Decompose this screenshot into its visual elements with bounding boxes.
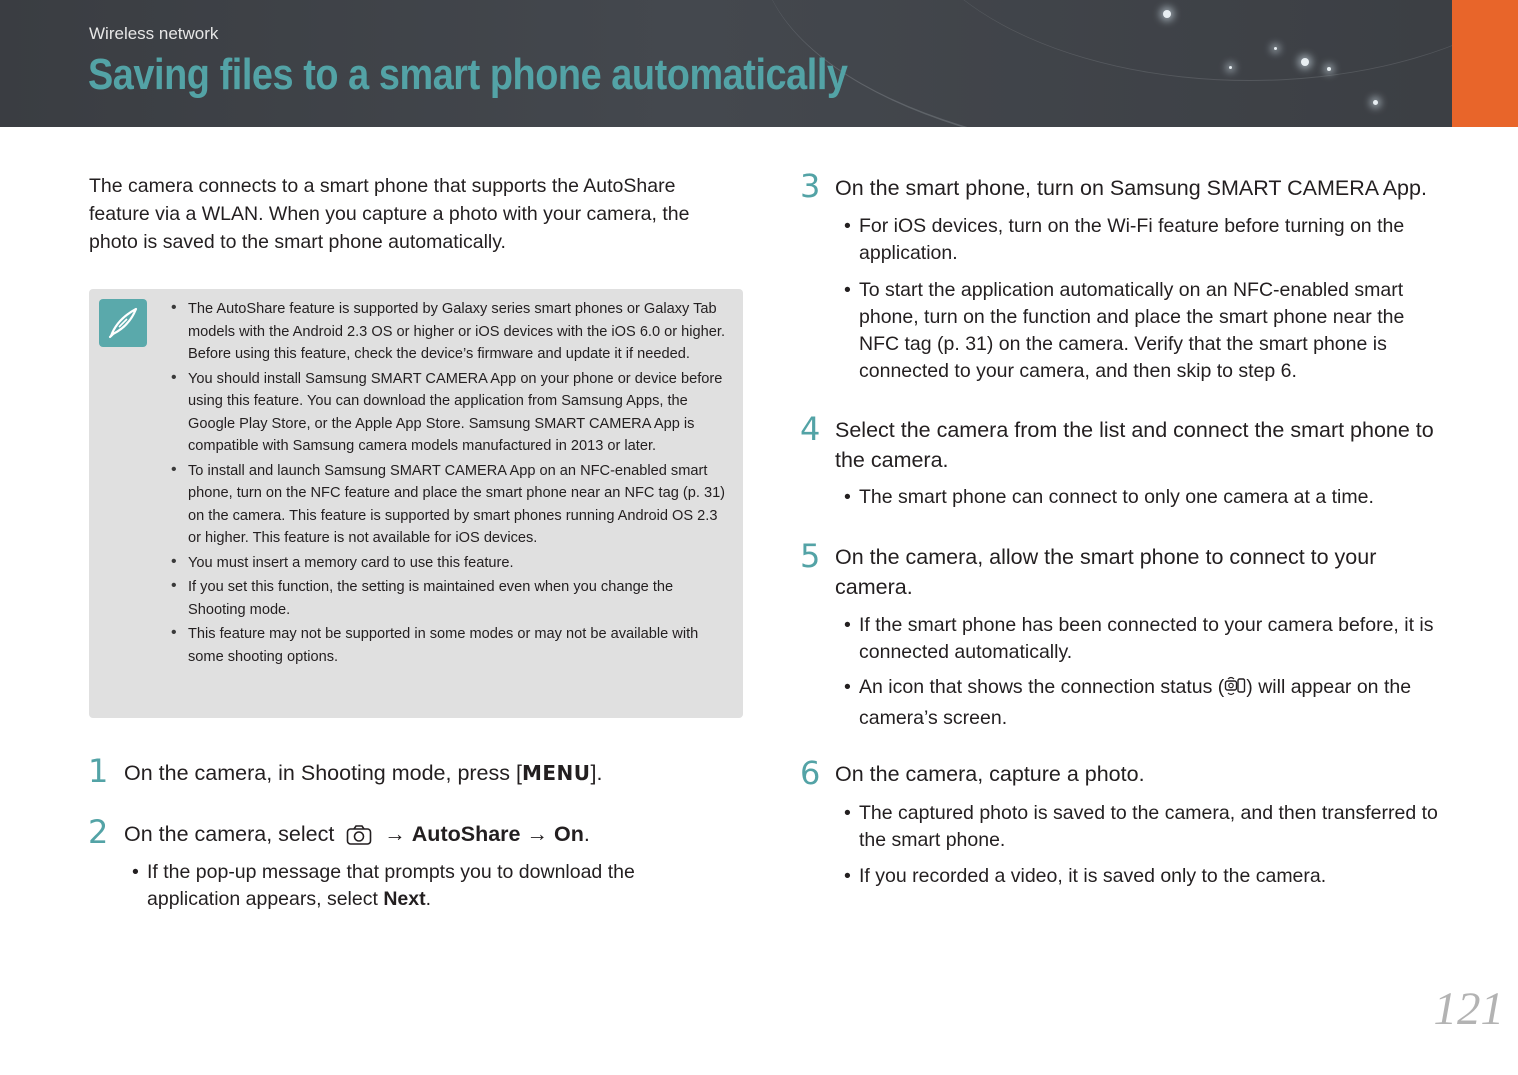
bullet-dot: • bbox=[844, 279, 851, 301]
bullet-dot: • bbox=[844, 486, 851, 508]
bullet-dot: • bbox=[132, 861, 139, 883]
bullet-dot: • bbox=[844, 614, 851, 636]
step-text: . bbox=[583, 822, 590, 846]
camera-icon bbox=[346, 824, 372, 854]
note-list bbox=[171, 298, 733, 670]
header-sparkle bbox=[1163, 10, 1171, 18]
step-5-text: On the camera, allow the smart phone to connect to your camera. bbox=[835, 545, 1377, 599]
step-number: 1 bbox=[88, 752, 109, 790]
connection-status-icon bbox=[1224, 675, 1246, 705]
section-label: Wireless network bbox=[89, 24, 219, 43]
bullet-dot: • bbox=[844, 215, 851, 237]
step-number: 4 bbox=[800, 410, 821, 448]
menu-key: MENU bbox=[521, 761, 591, 785]
header-sparkle bbox=[1373, 100, 1378, 105]
bullet-text: If the pop-up message that prompts you to download the application appears, select bbox=[147, 861, 635, 910]
note-item: • To install and launch Samsung SMART CAMERA App on an NFC-enabled smart phone, turn on the NFC feature and place the smart phone near an NFC tag (p. 31) on the camera. This feature is supported by smart phones running Android OS 2.3 or higher. This feature is not available for iOS devices. bbox=[171, 460, 733, 550]
bullet-dot: • bbox=[844, 676, 851, 698]
chapter-tab bbox=[1452, 0, 1518, 127]
step-text: On the camera, in Shooting mode, press [ bbox=[124, 761, 522, 785]
step-2-bullet bbox=[132, 859, 707, 913]
menu-option-on: On bbox=[553, 822, 584, 846]
bullet-text: ) will appear on the camera’s screen. bbox=[859, 676, 1412, 729]
note-item: • You must insert a memory card to use this feature. bbox=[171, 552, 733, 575]
step-6-text: On the camera, capture a photo. bbox=[835, 762, 1145, 786]
step-3-bullet bbox=[844, 213, 1439, 267]
step-number: 6 bbox=[800, 754, 821, 792]
step-5-bullet bbox=[844, 612, 1449, 666]
page-header bbox=[0, 0, 1518, 127]
step-3-bullet bbox=[844, 277, 1439, 385]
step-4-text: Select the camera from the list and connect the smart phone to the camera. bbox=[835, 418, 1434, 472]
note-item: • You should install Samsung SMART CAMERA App on your phone or device before using this feature. You can download the application from Samsung Apps, the Google Play Store, or the Apple App Store. Samsung SMART CAMERA App is compatible with Samsung camera models manufactured in 2013 or later. bbox=[171, 368, 733, 458]
intro-paragraph: The camera connects to a smart phone that supports the AutoShare feature via a WLAN. When you capture a photo with your camera, the photo is saved to the smart phone automatically. bbox=[89, 175, 690, 253]
bullet-text: An icon that shows the connection status ( bbox=[859, 676, 1225, 698]
pencil-note-icon bbox=[99, 299, 147, 347]
step-1-text bbox=[124, 758, 744, 788]
step-number: 3 bbox=[800, 167, 821, 205]
header-sparkle bbox=[1229, 66, 1232, 69]
step-number: 2 bbox=[88, 813, 109, 851]
step-number: 5 bbox=[800, 537, 821, 575]
menu-option-autoshare: AutoShare bbox=[411, 822, 521, 846]
header-sparkle bbox=[1327, 67, 1331, 71]
step-text: On the camera, select bbox=[124, 822, 335, 846]
page-number: 121 bbox=[1433, 983, 1504, 1035]
bullet-text: To start the application automatically on an NFC-enabled smart phone, turn on the function and place the smart phone near the NFC tag (p. 31) on the camera. Verify that the smart phone is connected to your camera, and then skip to step 6. bbox=[859, 279, 1405, 382]
step-6-bullet bbox=[844, 863, 1454, 890]
bullet-text: The captured photo is saved to the camera, and then transferred to the smart phone. bbox=[859, 802, 1438, 851]
menu-option-next: Next bbox=[383, 888, 426, 910]
bullet-dot: • bbox=[844, 802, 851, 824]
bullet-text: If you recorded a video, it is saved only to the camera. bbox=[859, 865, 1327, 887]
header-sparkle bbox=[1301, 58, 1309, 66]
bullet-dot: • bbox=[844, 865, 851, 887]
note-item: • This feature may not be supported in some modes or may not be available with some shooting options. bbox=[171, 623, 733, 668]
step-text: ]. bbox=[590, 761, 603, 785]
note-item: • The AutoShare feature is supported by Galaxy series smart phones or Galaxy Tab models with the Android 2.3 OS or higher or iOS devices with the iOS 6.0 or higher. Before using this feature, check the device’s firmware and update it if needed. bbox=[171, 298, 733, 366]
step-4-bullet bbox=[844, 484, 1439, 511]
bullet-text: For iOS devices, turn on the Wi-Fi feature before turning on the application. bbox=[859, 215, 1405, 264]
note-box bbox=[89, 289, 743, 718]
bullet-text: . bbox=[425, 888, 432, 910]
step-2-text bbox=[124, 819, 744, 854]
step-5-bullet bbox=[844, 674, 1449, 732]
bullet-text: If the smart phone has been connected to your camera before, it is connected automatically. bbox=[859, 614, 1434, 663]
bullet-text: The smart phone can connect to only one camera at a time. bbox=[859, 486, 1374, 508]
header-sparkle bbox=[1274, 47, 1277, 50]
arrow: → bbox=[526, 822, 548, 846]
step-3-text: On the smart phone, turn on Samsung SMART CAMERA App. bbox=[835, 176, 1427, 200]
arrow: → bbox=[384, 822, 406, 846]
step-6-bullet bbox=[844, 800, 1454, 854]
page-title: Saving files to a smart phone automatically bbox=[88, 50, 848, 99]
note-item: • If you set this function, the setting is maintained even when you change the Shooting mode. bbox=[171, 576, 733, 621]
